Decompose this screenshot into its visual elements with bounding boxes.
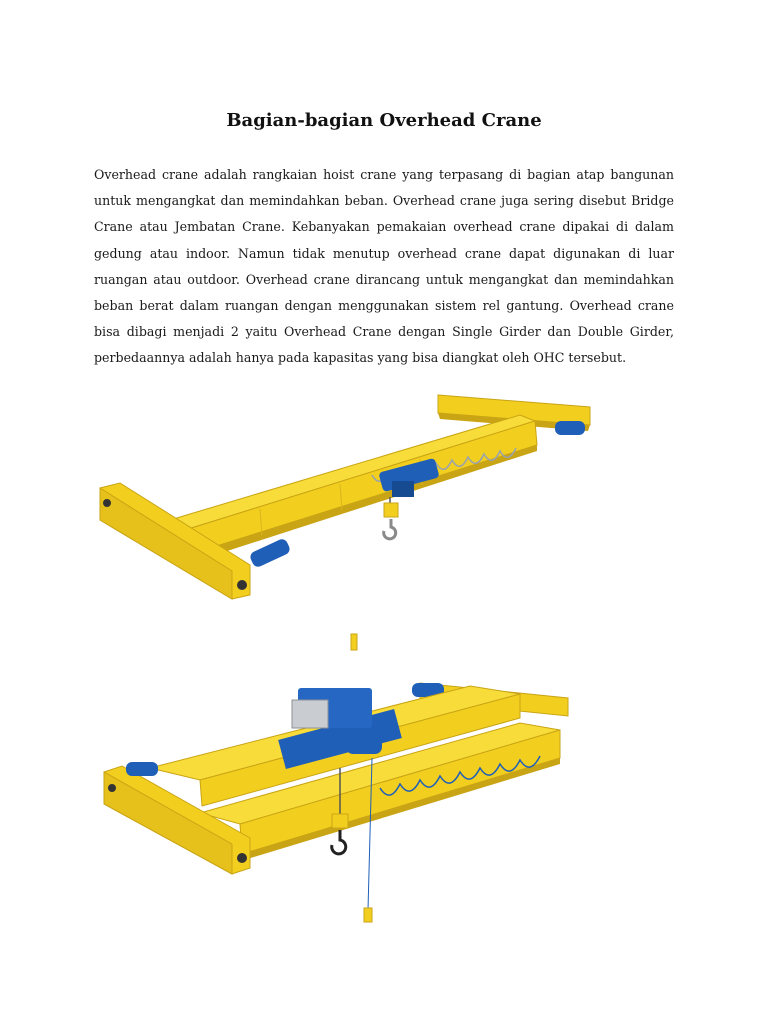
page-title: Bagian-bagian Overhead Crane bbox=[226, 110, 542, 131]
paragraph-line: Crane atau Jembatan Crane. Kebanyakan pemakaian overhead crane dipakai di dalam bbox=[94, 219, 674, 235]
paragraph-line: Overhead crane adalah rangkaian hoist crane yang terpasang di bagian atap bangunan bbox=[94, 167, 674, 182]
paragraph-line: ruangan atau outdoor. Overhead crane dirancang untuk mengangkat dan memindahkan bbox=[94, 271, 674, 287]
double-girder-crane-illustration bbox=[0, 628, 768, 928]
paragraph-line: beban berat dalam ruangan dengan menggunakan sistem rel gantung. Overhead crane bbox=[94, 298, 674, 314]
paragraph-line: gedung atau indoor. Namun tidak menutup overhead crane dapat digunakan di luar bbox=[94, 245, 674, 261]
paragraph-line: untuk mengangkat dan memindahkan beban. Overhead crane juga sering disebut Bridge bbox=[94, 193, 674, 209]
paragraph-line: perbedaannya adalah hanya pada kapasitas yang bisa diangkat oleh OHC tersebut. bbox=[94, 350, 627, 366]
single-girder-crane-illustration bbox=[0, 385, 768, 615]
intro-paragraph bbox=[94, 162, 674, 372]
paragraph-line: bisa dibagi menjadi 2 yaitu Overhead Crane dengan Single Girder dan Double Girder, bbox=[94, 324, 674, 340]
